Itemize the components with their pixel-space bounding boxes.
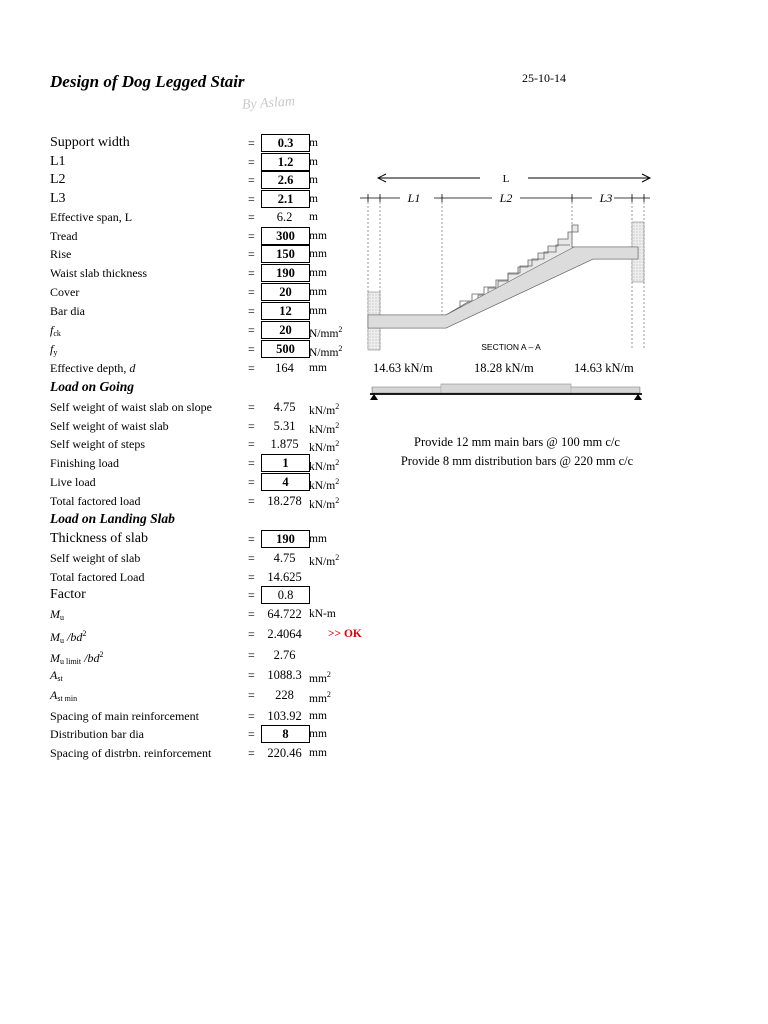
section-heading: Load on Going	[50, 379, 135, 394]
stair-profile	[368, 225, 638, 328]
l2-dimension-label: L2	[499, 191, 513, 205]
main-bar-result: Provide 12 mm main bars @ 100 mm c/c	[414, 435, 620, 449]
landing-load-left	[372, 387, 441, 393]
row-mu: $M_u$ = 64.722 kN-m	[50, 607, 336, 622]
landing-load-right	[571, 387, 640, 393]
fy-input[interactable]: 500	[261, 340, 310, 358]
effective-depth-value: 164	[275, 361, 294, 375]
row-sw-steps: Self weight of steps = 1.875 $kN/m^2$	[50, 437, 340, 454]
cover-input[interactable]: 20	[261, 283, 310, 301]
stair-section-diagram	[360, 165, 660, 415]
page-title: Design of Dog Legged Stair	[50, 72, 245, 91]
row-unit: m	[309, 137, 318, 149]
row-label: Support width	[50, 135, 130, 150]
row-cover: Cover = 20 mm	[50, 285, 327, 299]
load-label-landing-left: 14.63 kN/m	[373, 361, 433, 375]
row-rise: Rise = 150 mm	[50, 247, 327, 261]
support-width-input[interactable]: 0.3	[261, 134, 310, 152]
row-bar-dia: Bar dia = 12 mm	[50, 304, 327, 318]
row-live-load: Live load = 4 $kN/m^2$	[50, 475, 340, 492]
row-sw-slab: Self weight of slab = 4.75 $kN/m^2$	[50, 551, 340, 568]
span-dimension-arrow	[378, 173, 650, 185]
row-spacing-distribution: Spacing of distrbn. reinforcement = 220.46 mm	[50, 746, 327, 760]
row-mu-bd2: $M_u$ $/bd^2$ = 2.4064 >> OK	[50, 627, 362, 645]
distribution-bar-dia-input[interactable]: 8	[261, 725, 310, 743]
row-total-factored-landing: Total factored Load = 14.625	[50, 569, 302, 584]
span-label: L	[502, 173, 510, 185]
row-sw-waist-slab: Self weight of waist slab = 5.31 $kN/m^2$	[50, 418, 340, 436]
l3-dimension-label: L3	[599, 191, 613, 205]
l2-input[interactable]: 2.6	[261, 171, 310, 189]
row-effective-depth: Effective depth, d = 164 mm	[50, 361, 327, 375]
going-load	[441, 384, 571, 393]
author-watermark: By Aslam	[241, 94, 296, 113]
row-l3: L3 = 2.1 m	[50, 190, 318, 206]
l1-dimension-label: L1	[407, 191, 421, 205]
load-diagram	[370, 384, 642, 400]
row-l1: L1 = 1.2 m	[50, 153, 318, 169]
row-distribution-bar-dia: Distribution bar dia = 8 mm	[50, 727, 327, 741]
section-load-on-going	[0, 378, 380, 397]
finishing-load-input[interactable]: 1	[261, 454, 310, 472]
row-factor: Factor = 0.8	[0, 586, 380, 605]
date-label: 25-10-14	[522, 71, 566, 85]
bar-dia-input[interactable]: 12	[261, 302, 310, 320]
section-heading: Load on Landing Slab	[50, 511, 175, 526]
row-waist-slab: Waist slab thickness = 190 mm	[50, 266, 327, 280]
row-fy: $f_y$ = 500 $N/mm^2$	[50, 342, 343, 359]
row-support-width: Support width = 0.3 m	[50, 135, 318, 150]
row-tread: Tread = 300 mm	[50, 228, 327, 243]
row-spacing-main: Spacing of main reinforcement = 103.92 mm	[50, 709, 327, 723]
rise-input[interactable]: 150	[261, 245, 310, 263]
row-finishing-load: Finishing load = 1 $kN/m^2$	[50, 456, 340, 473]
l3-input[interactable]: 2.1	[261, 190, 310, 208]
factor-input[interactable]: 0.8	[261, 586, 310, 604]
row-ast: $A_{st}$ = 1088.3 $mm^2$	[50, 668, 331, 685]
row-ast-min: $A_{st min}$ = 228 $mm^2$	[50, 688, 331, 705]
waist-slab-input[interactable]: 190	[261, 264, 310, 282]
l1-input[interactable]: 1.2	[261, 153, 310, 171]
slab-thickness-input[interactable]: 190	[261, 530, 310, 548]
section-load-on-landing	[0, 510, 380, 529]
row-effective-span: Effective span, L = 6.2 m	[50, 210, 318, 224]
ok-status-badge: >> OK	[328, 628, 362, 640]
section-a-a-label: SECTION A – A	[481, 342, 541, 352]
row-fck: $f_{ck}$ = 20 $N/mm^2$	[50, 323, 343, 340]
tread-input[interactable]: 300	[261, 227, 310, 245]
row-l2: L2 = 2.6 m	[50, 172, 318, 187]
row-total-factored-load: Total factored load = 18.278 $kN/m^2$	[50, 493, 340, 511]
live-load-input[interactable]: 4	[261, 473, 310, 491]
row-sw-waist-slope: Self weight of waist slab on slope = 4.75 $kN/m^2$	[50, 400, 340, 417]
row-thickness-of-slab: Thickness of slab = 190 mm	[50, 531, 327, 546]
load-label-going: 18.28 kN/m	[474, 361, 534, 375]
fck-input[interactable]: 20	[261, 321, 310, 339]
row-mu-limit-bd2: $M_{u limit}$ $/bd^2$ = 2.76	[50, 648, 296, 666]
load-label-landing-right: 14.63 kN/m	[574, 361, 634, 375]
distribution-bar-result: Provide 8 mm distribution bars @ 220 mm c/c	[400, 454, 634, 468]
effective-span-value: 6.2	[276, 210, 293, 224]
